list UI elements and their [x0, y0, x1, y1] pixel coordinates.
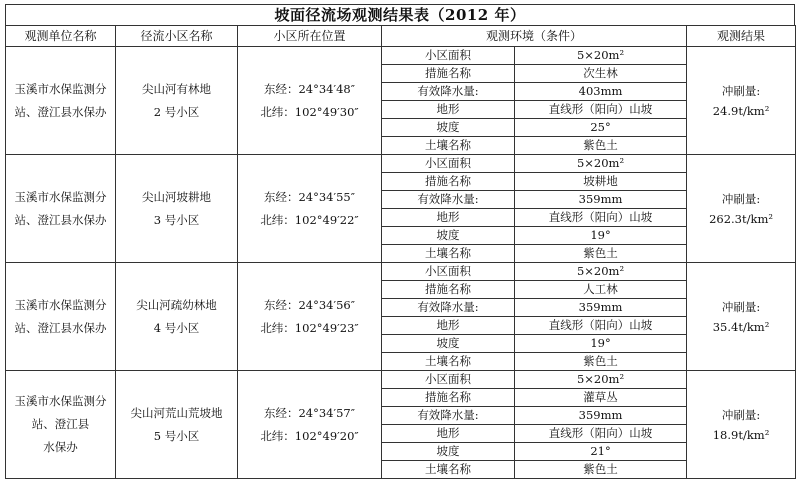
condition-value: 21°: [515, 443, 687, 461]
condition-value: 紫色土: [515, 245, 687, 263]
location-cell-line: 东经：24°34′48″: [263, 81, 356, 96]
condition-value: 403mm: [515, 83, 687, 101]
condition-value: 直线形（阳向）山坡: [515, 317, 687, 335]
unit-cell-line: 站、澄江县: [31, 417, 90, 431]
unit-cell-line: 站、澄江县水保办: [14, 320, 107, 335]
plot-cell-line: 3 号小区: [153, 212, 200, 227]
condition-label: 坡度: [382, 335, 515, 353]
table-row: [6, 371, 796, 389]
condition-label: 坡度: [382, 227, 515, 245]
location-cell-line: 东经：24°34′55″: [263, 189, 356, 204]
condition-value: 灌草丛: [515, 389, 687, 407]
condition-value: 19°: [515, 335, 687, 353]
unit-cell-line: 玉溪市水保监测分: [14, 81, 107, 96]
unit-cell: [6, 155, 116, 263]
condition-label: 地形: [382, 209, 515, 227]
unit-cell-line: 玉溪市水保监测分: [14, 394, 107, 408]
table-row: [6, 263, 796, 281]
header-location: 小区所在位置: [238, 26, 382, 47]
plot-cell-line: 尖山河荒山荒坡地: [130, 405, 223, 420]
location-cell-line: 北纬：102°49′23″: [260, 320, 359, 335]
table-row: [6, 155, 796, 173]
condition-label: 小区面积: [382, 155, 515, 173]
result-line: 冲刷量:: [721, 83, 761, 98]
condition-label: 有效降水量:: [382, 407, 515, 425]
condition-label: 地形: [382, 101, 515, 119]
location-cell: [238, 371, 382, 479]
plot-cell: [116, 371, 238, 479]
header-row: [6, 26, 796, 47]
unit-cell-line: 玉溪市水保监测分: [14, 297, 107, 312]
condition-label: 小区面积: [382, 263, 515, 281]
results-document: [5, 4, 795, 479]
result-line: 冲刷量:: [721, 191, 761, 206]
condition-value: 359mm: [515, 191, 687, 209]
condition-label: 有效降水量:: [382, 191, 515, 209]
plot-cell: [116, 47, 238, 155]
location-cell: [238, 155, 382, 263]
condition-value: 次生林: [515, 65, 687, 83]
header-conditions: 观测环境（条件）: [382, 26, 687, 47]
result-line: 262.3t/km²: [709, 211, 773, 226]
unit-cell: [6, 47, 116, 155]
location-cell-line: 北纬：102°49′22″: [260, 212, 359, 227]
condition-label: 土壤名称: [382, 461, 515, 479]
location-cell-line: 北纬：102°49′30″: [260, 104, 359, 119]
location-cell: [238, 47, 382, 155]
condition-value: 紫色土: [515, 137, 687, 155]
condition-value: 5×20m²: [515, 47, 687, 65]
location-cell-line: 北纬：102°49′20″: [260, 428, 359, 443]
condition-value: 359mm: [515, 407, 687, 425]
unit-cell-line: 玉溪市水保监测分: [14, 189, 107, 204]
condition-value: 359mm: [515, 299, 687, 317]
condition-label: 土壤名称: [382, 137, 515, 155]
plot-cell-line: 尖山河坡耕地: [142, 189, 211, 204]
header-plot: 径流小区名称: [116, 26, 238, 47]
header-unit: 观测单位名称: [6, 26, 116, 47]
plot-cell: [116, 155, 238, 263]
condition-value: 坡耕地: [515, 173, 687, 191]
table-row: [6, 47, 796, 65]
plot-cell-line: 尖山河有林地: [142, 81, 211, 96]
condition-value: 直线形（阳向）山坡: [515, 101, 687, 119]
condition-label: 有效降水量:: [382, 299, 515, 317]
plot-cell-line: 尖山河疏幼林地: [136, 297, 217, 312]
result-line: 冲刷量:: [721, 407, 761, 422]
result-cell: [687, 263, 796, 371]
table-title: 坡面径流场观测结果表（2012 年）: [5, 4, 795, 25]
condition-label: 措施名称: [382, 173, 515, 191]
condition-value: 直线形（阳向）山坡: [515, 209, 687, 227]
condition-label: 土壤名称: [382, 353, 515, 371]
location-cell-line: 东经：24°34′56″: [263, 297, 356, 312]
condition-value: 直线形（阳向）山坡: [515, 425, 687, 443]
condition-label: 有效降水量:: [382, 83, 515, 101]
header-result: 观测结果: [687, 26, 796, 47]
plot-cell-line: 5 号小区: [153, 428, 200, 443]
result-line: 24.9t/km²: [712, 103, 770, 118]
unit-cell: [6, 371, 116, 479]
condition-label: 小区面积: [382, 47, 515, 65]
unit-cell: [6, 263, 116, 371]
condition-label: 措施名称: [382, 389, 515, 407]
condition-value: 人工林: [515, 281, 687, 299]
condition-value: 紫色土: [515, 461, 687, 479]
condition-label: 措施名称: [382, 65, 515, 83]
condition-value: 25°: [515, 119, 687, 137]
plot-cell: [116, 263, 238, 371]
condition-value: 5×20m²: [515, 371, 687, 389]
condition-value: 19°: [515, 227, 687, 245]
result-line: 冲刷量:: [721, 299, 761, 314]
result-cell: [687, 371, 796, 479]
plot-cell-line: 4 号小区: [153, 320, 200, 335]
condition-value: 紫色土: [515, 353, 687, 371]
condition-label: 坡度: [382, 119, 515, 137]
result-line: 35.4t/km²: [712, 319, 770, 334]
condition-value: 5×20m²: [515, 155, 687, 173]
unit-cell-line: 水保办: [43, 440, 78, 454]
plot-cell-line: 2 号小区: [153, 104, 200, 119]
condition-label: 措施名称: [382, 281, 515, 299]
unit-cell-line: 站、澄江县水保办: [14, 104, 107, 119]
result-cell: [687, 47, 796, 155]
location-cell-line: 东经：24°34′57″: [263, 405, 356, 420]
result-cell: [687, 155, 796, 263]
condition-label: 地形: [382, 317, 515, 335]
results-table: [5, 25, 796, 479]
unit-cell-line: 站、澄江县水保办: [14, 212, 107, 227]
condition-label: 坡度: [382, 443, 515, 461]
condition-label: 地形: [382, 425, 515, 443]
condition-label: 土壤名称: [382, 245, 515, 263]
result-line: 18.9t/km²: [712, 427, 770, 442]
location-cell: [238, 263, 382, 371]
condition-label: 小区面积: [382, 371, 515, 389]
condition-value: 5×20m²: [515, 263, 687, 281]
